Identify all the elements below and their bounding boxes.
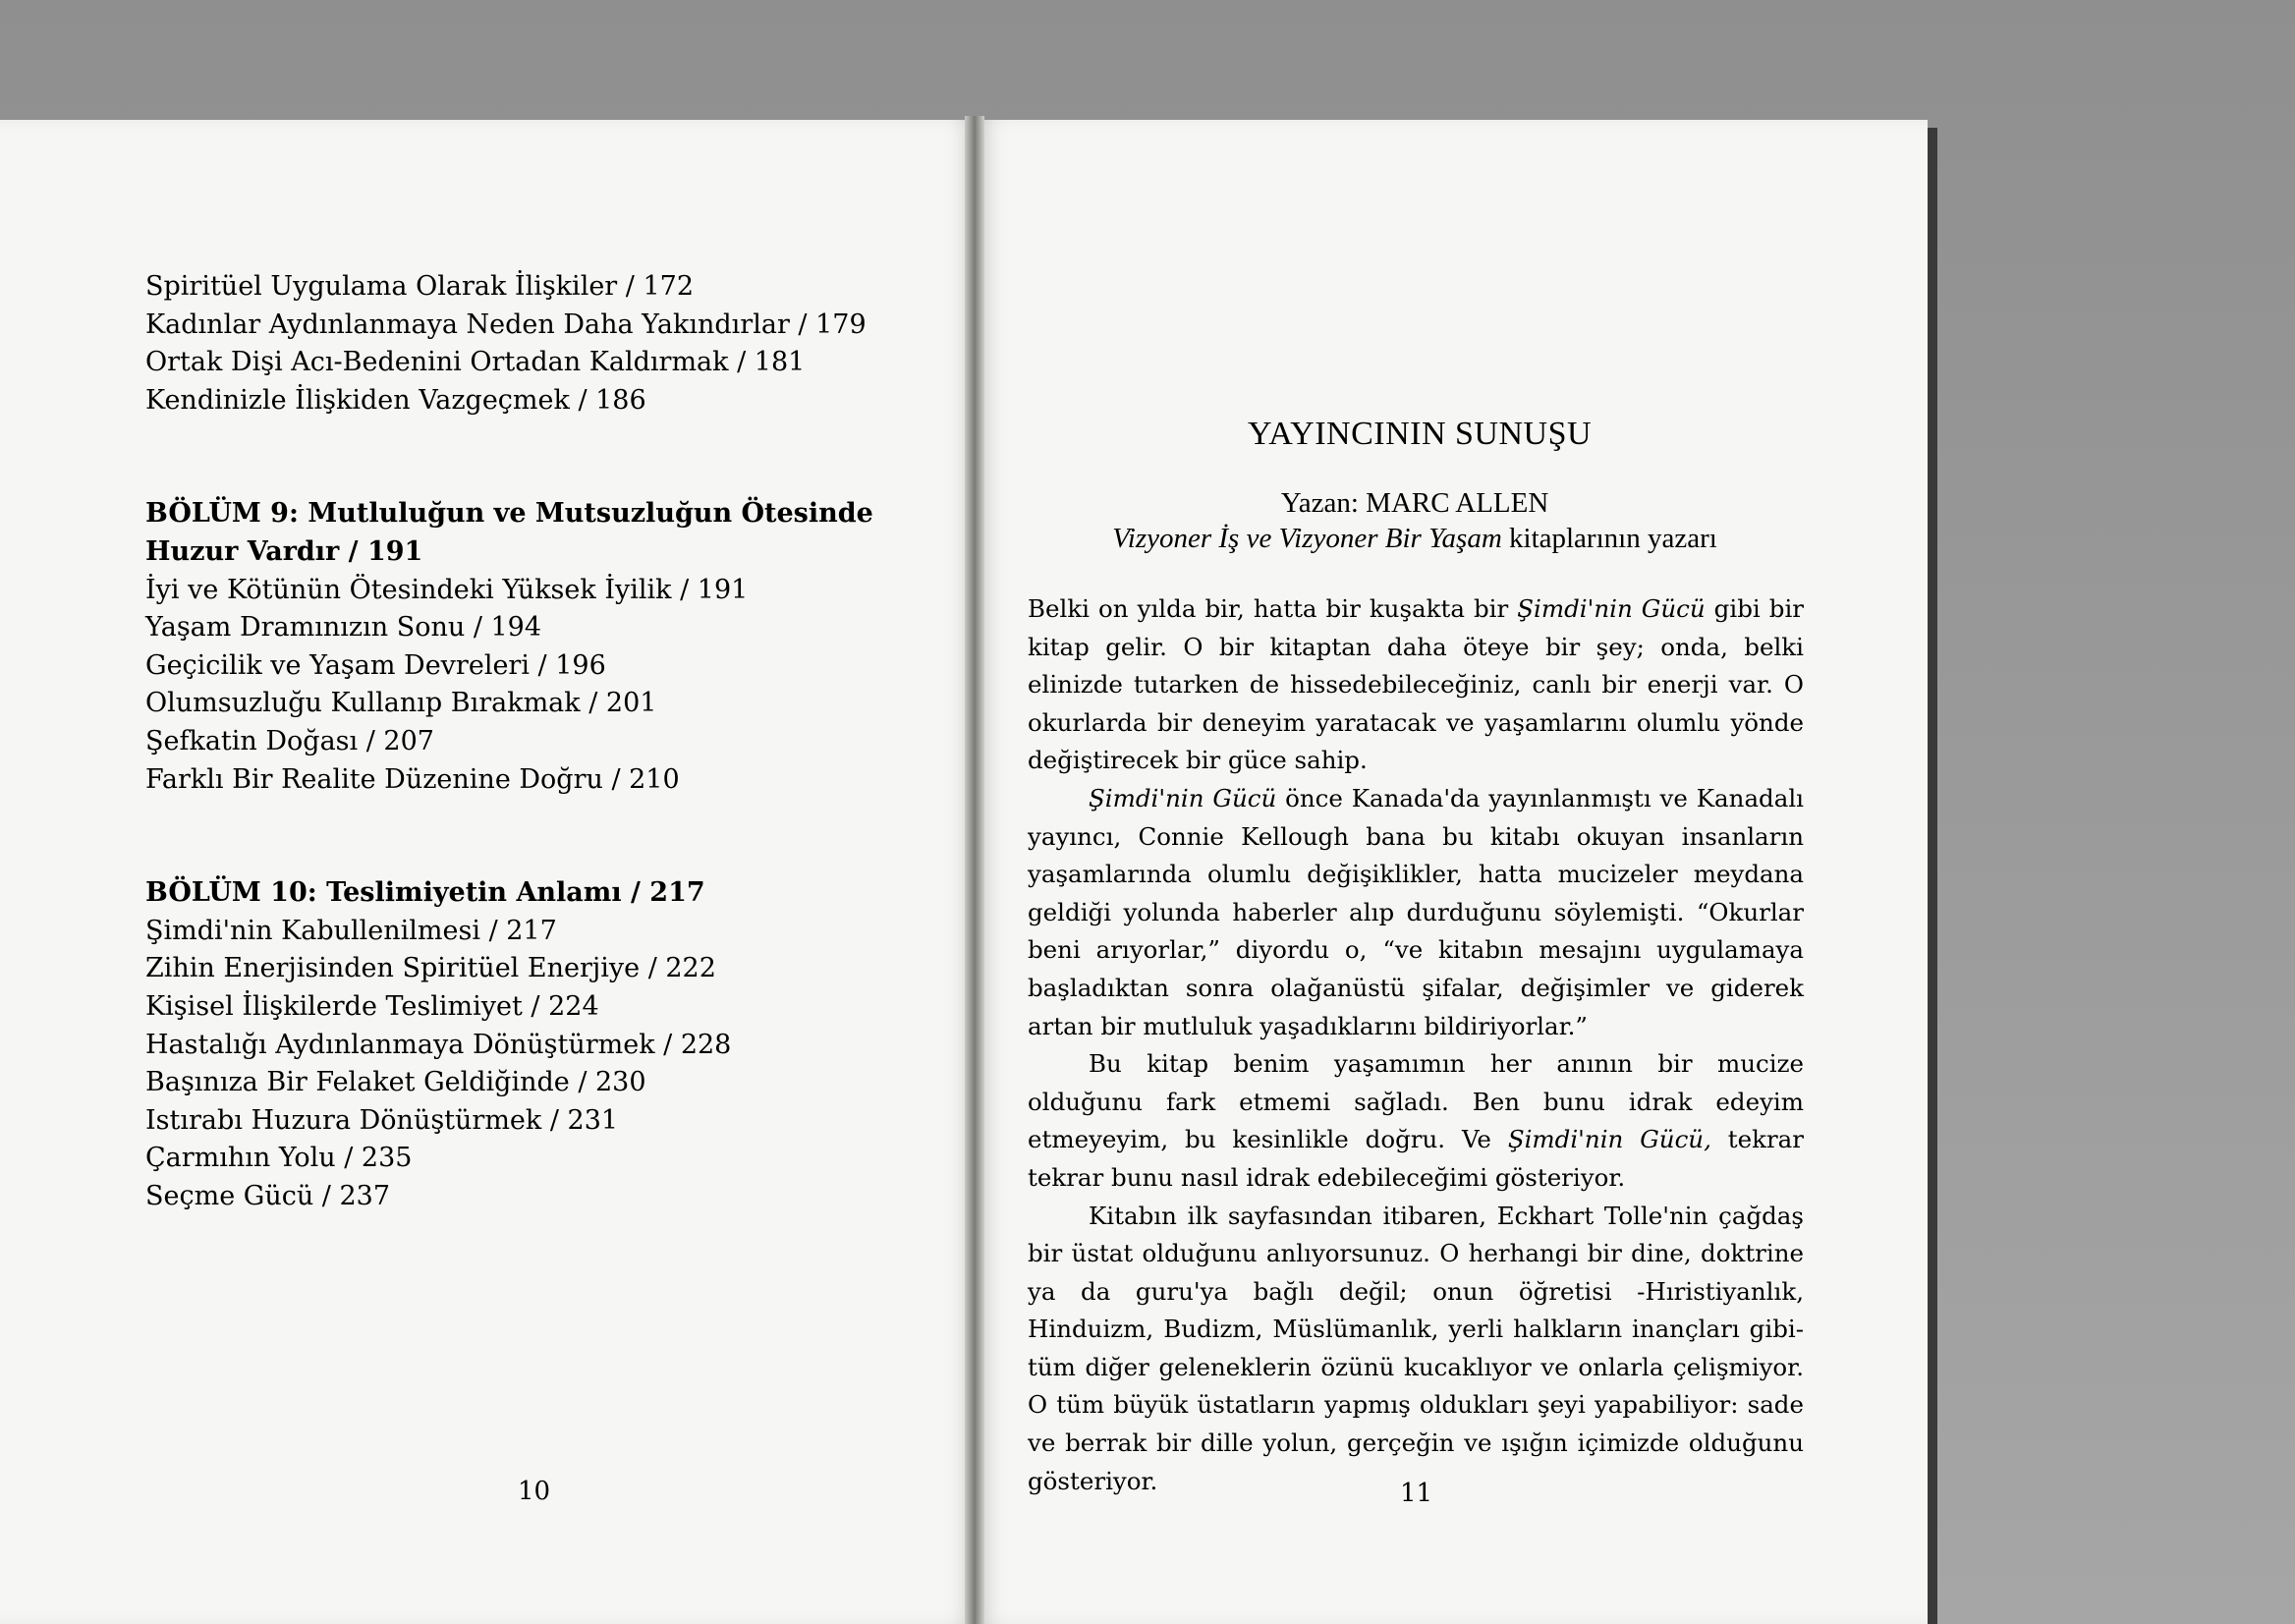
toc-entry: Hastalığı Aydınlanmaya Dönüştürmek / 228 bbox=[145, 1029, 732, 1060]
toc-entry: Başınıza Bir Felaket Geldiğinde / 230 bbox=[145, 1067, 646, 1098]
book-title: Şimdi'nin Gücü, bbox=[1507, 1125, 1711, 1154]
book-spine-gutter bbox=[965, 116, 984, 1624]
byline bbox=[1022, 485, 1808, 556]
toc-entry: Olumsuzluğu Kullanıp Bırakmak / 201 bbox=[145, 688, 657, 719]
paragraph bbox=[1028, 1045, 1804, 1197]
text-span: Bu kitap benim yaşamımın her anının bir mucize olduğunu fark etmemi sağladı. Ben bunu idrak edeyim etmeyeyim, bu kesinlikle doğru. Ve bbox=[1028, 1049, 1804, 1154]
toc-entry: Zihin Enerjisinden Spiritüel Enerjiye / 222 bbox=[145, 953, 716, 984]
text-span: tekrar tekrar bunu nasıl idrak edebileceğimi gösteriyor. bbox=[1028, 1125, 1804, 1192]
paragraph: Kitabın ilk sayfasından itibaren, Eckhart Tolle'nin çağdaş bir üstat olduğunu anlıyorsunuz. O herhangi bir dine, doktrine ya da guru'ya bağlı değil; onun öğretisi -Hıristiyanlık, Hinduizm, Budizm, Müslümanlık, yerli halkların inançları gibi- tüm diğer geleneklerin özünü kucaklıyor ve onlarla çelişmiyor. O tüm büyük üstatların yapmış oldukları şeyi yapabiliyor: sade ve berrak bir dille yolun, gerçeğin ve ışığın içimizde olduğunu gösteriyor. bbox=[1028, 1201, 1804, 1495]
text-span: gibi bir kitap gelir. O bir kitaptan daha öteye bir şey; onda, belki elinizde tutarken de hissedebileceğiniz, canlı bir enerji var. O okurlarda bir deneyim yaratacak ve yaşamlarını olumlu yönde değiştirecek bir güce sahip. bbox=[1028, 594, 1804, 775]
chapter-heading: BÖLÜM 10: Teslimiyetin Anlamı / 217 bbox=[145, 877, 705, 909]
page-number-right: 11 bbox=[1400, 1479, 1433, 1508]
toc-entry: Çarmıhın Yolu / 235 bbox=[145, 1143, 413, 1174]
chapter-heading: BÖLÜM 9: Mutluluğun ve Mutsuzluğun Ötesinde bbox=[145, 498, 873, 530]
section-title: YAYINCININ SUNUŞU bbox=[1247, 416, 1593, 452]
book-titles: Vizyoner İş ve Vizyoner Bir Yaşam bbox=[1112, 523, 1502, 554]
book-title: Şimdi'nin Gücü bbox=[1517, 594, 1706, 623]
page-number-left: 10 bbox=[518, 1477, 551, 1506]
preface-body bbox=[1028, 590, 1804, 1500]
toc-entry: Kendinizle İlişkiden Vazgeçmek / 186 bbox=[145, 384, 646, 416]
toc-entry: Geçicilik ve Yaşam Devreleri / 196 bbox=[145, 649, 606, 681]
toc-entry: Kişisel İlişkilerde Teslimiyet / 224 bbox=[145, 990, 599, 1022]
toc-entry: Şefkatin Doğası / 207 bbox=[145, 725, 434, 756]
author-line: Yazan: MARC ALLEN bbox=[1280, 487, 1549, 519]
book-title: Şimdi'nin Gücü bbox=[1089, 783, 1277, 812]
paragraph bbox=[1028, 780, 1804, 1045]
toc-entry: Ortak Dişi Acı-Bedenini Ortadan Kaldırmak / 181 bbox=[145, 347, 806, 378]
toc-entry: Seçme Gücü / 237 bbox=[145, 1180, 391, 1211]
toc-entry: Yaşam Dramınızın Sonu / 194 bbox=[145, 612, 542, 644]
text-span: Belki on yılda bir, hatta bir kuşakta bir bbox=[1028, 594, 1518, 623]
table-of-contents bbox=[145, 268, 892, 1215]
toc-entry: Spiritüel Uygulama Olarak İlişkiler / 172 bbox=[145, 271, 695, 302]
author-books bbox=[1022, 521, 1808, 556]
toc-entry: Istırabı Huzura Dönüştürmek / 231 bbox=[145, 1104, 619, 1136]
toc-entry: Kadınlar Aydınlanmaya Neden Daha Yakındırlar / 179 bbox=[145, 308, 867, 340]
page-edge-shadow bbox=[1928, 128, 1937, 1624]
toc-entry: Farklı Bir Realite Düzenine Doğru / 210 bbox=[145, 763, 680, 795]
paragraph bbox=[1028, 590, 1804, 780]
text-span: önce Kanada'da yayınlanmıştı ve Kanadalı yayıncı, Connie Kellough bana bu kitabı okuyan insanların yaşamlarında olumlu değişiklikler, hatta mucizeler meydana geldiği yolunda haberler alıp durduğunu söylemişti. “Okurlar beni arıyorlar,” diyordu o, “ve kitabın mesajını uygulamaya başladıktan sonra olağanüstü şifalar, değişimler ve giderek artan bir mutluluk yaşadıklarını bildiriyorlar.” bbox=[1028, 783, 1805, 1040]
toc-entry: İyi ve Kötünün Ötesindeki Yüksek İyilik / 191 bbox=[145, 574, 749, 605]
chapter-heading: Huzur Vardır / 191 bbox=[145, 535, 423, 567]
toc-entry: Şimdi'nin Kabullenilmesi / 217 bbox=[145, 915, 557, 946]
book-titles-suffix: kitaplarının yazarı bbox=[1501, 523, 1717, 554]
